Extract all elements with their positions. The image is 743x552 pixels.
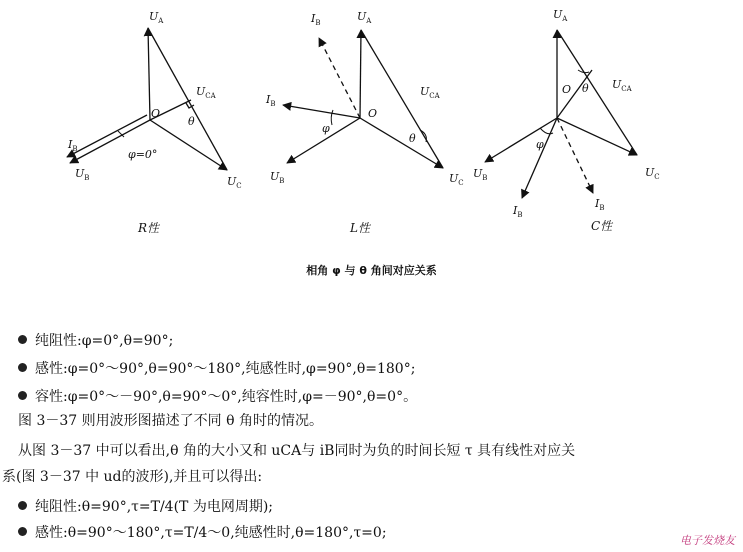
l-ib-top-label: $I_B$ — [311, 12, 321, 27]
diagram-c — [485, 30, 637, 198]
ua-vector — [148, 28, 150, 120]
c-uca-label: $U_{CA}$ — [612, 78, 632, 93]
c-phi-label: φ — [536, 138, 544, 151]
uc-vector — [360, 118, 443, 168]
r-ib-label: $I_B$ — [68, 138, 78, 153]
ib-vector — [283, 105, 360, 118]
bullet-item-resistive-tau: 纯阻性:θ=90°,τ=T/4(T 为电网周期); — [18, 496, 273, 516]
bullet-icon — [18, 391, 27, 400]
bullet-icon — [18, 527, 27, 536]
r-ub-label: $U_B$ — [75, 167, 90, 182]
ub-vector — [485, 118, 557, 162]
l-theta-label: θ — [409, 132, 416, 145]
bullet-item-capacitive: 容性:φ=0°～－90°,θ=90°～0°,纯容性时,φ=－90°,θ=0°。 — [18, 386, 417, 406]
phi-arc — [331, 110, 333, 125]
c-ib-dashed-label: $I_B$ — [595, 197, 605, 212]
bullet-item-inductive: 感性:φ=0°～90°,θ=90°～180°,纯感性时,φ=90°,θ=180°; — [18, 358, 415, 378]
r-o-label: O — [151, 107, 161, 120]
c-uc-label: $U_C$ — [645, 166, 660, 181]
watermark: 电子发烧友 — [680, 534, 735, 547]
r-uca-label: $U_{CA}$ — [196, 85, 216, 100]
l-ib-label: $I_B$ — [266, 93, 276, 108]
c-caption: C性 — [591, 219, 613, 233]
ua-vector — [360, 30, 361, 118]
bullet-item-inductive-tau: 感性:θ=90°～180°,τ=T/4～0,纯感性时,θ=180°,τ=0; — [18, 522, 387, 542]
r-uc-label: $U_C$ — [227, 175, 242, 190]
l-uca-label: $U_{CA}$ — [420, 85, 440, 100]
l-ub-label: $U_B$ — [270, 170, 285, 185]
r-ua-label: $U_A$ — [149, 10, 164, 25]
c-ub-label: $U_B$ — [473, 167, 488, 182]
paragraph-line-3: 系(图 3－37 中 ud的波形),并且可以得出: — [2, 469, 263, 485]
ib-dashed-vector — [557, 118, 593, 193]
paragraph-line-2: 从图 3－37 中可以看出,θ 角的大小又和 uCA与 iB同时为负的时间长短 τ 具有线性对应关 — [18, 443, 576, 459]
bullet-icon — [18, 335, 27, 344]
diagram-l — [283, 30, 443, 168]
r-theta-label: θ — [188, 115, 195, 128]
bullet-item-resistive: 纯阻性:φ=0°,θ=90°; — [18, 330, 173, 350]
l-ua-label: $U_A$ — [357, 10, 372, 25]
l-uc-label: $U_C$ — [449, 172, 464, 187]
r-caption: R性 — [138, 221, 160, 235]
figure-caption: 相角 φ 与 θ 角间对应关系 — [306, 264, 437, 277]
l-phi-label: φ — [322, 122, 330, 135]
bullet-icon — [18, 363, 27, 372]
l-o-label: O — [368, 107, 378, 120]
ib-vector — [522, 118, 557, 198]
c-o-label: O — [562, 83, 572, 96]
c-ib-label: $I_B$ — [513, 204, 523, 219]
paragraph-line-1: 图 3－37 则用波形图描述了不同 θ 角时的情况。 — [18, 413, 323, 429]
c-theta-label: θ — [582, 82, 589, 95]
c-ua-label: $U_A$ — [553, 8, 568, 23]
ib-dashed-vector — [319, 38, 360, 118]
l-caption: L性 — [350, 221, 370, 235]
bullet-icon — [18, 501, 27, 510]
r-phi-label: φ=0° — [128, 148, 158, 161]
